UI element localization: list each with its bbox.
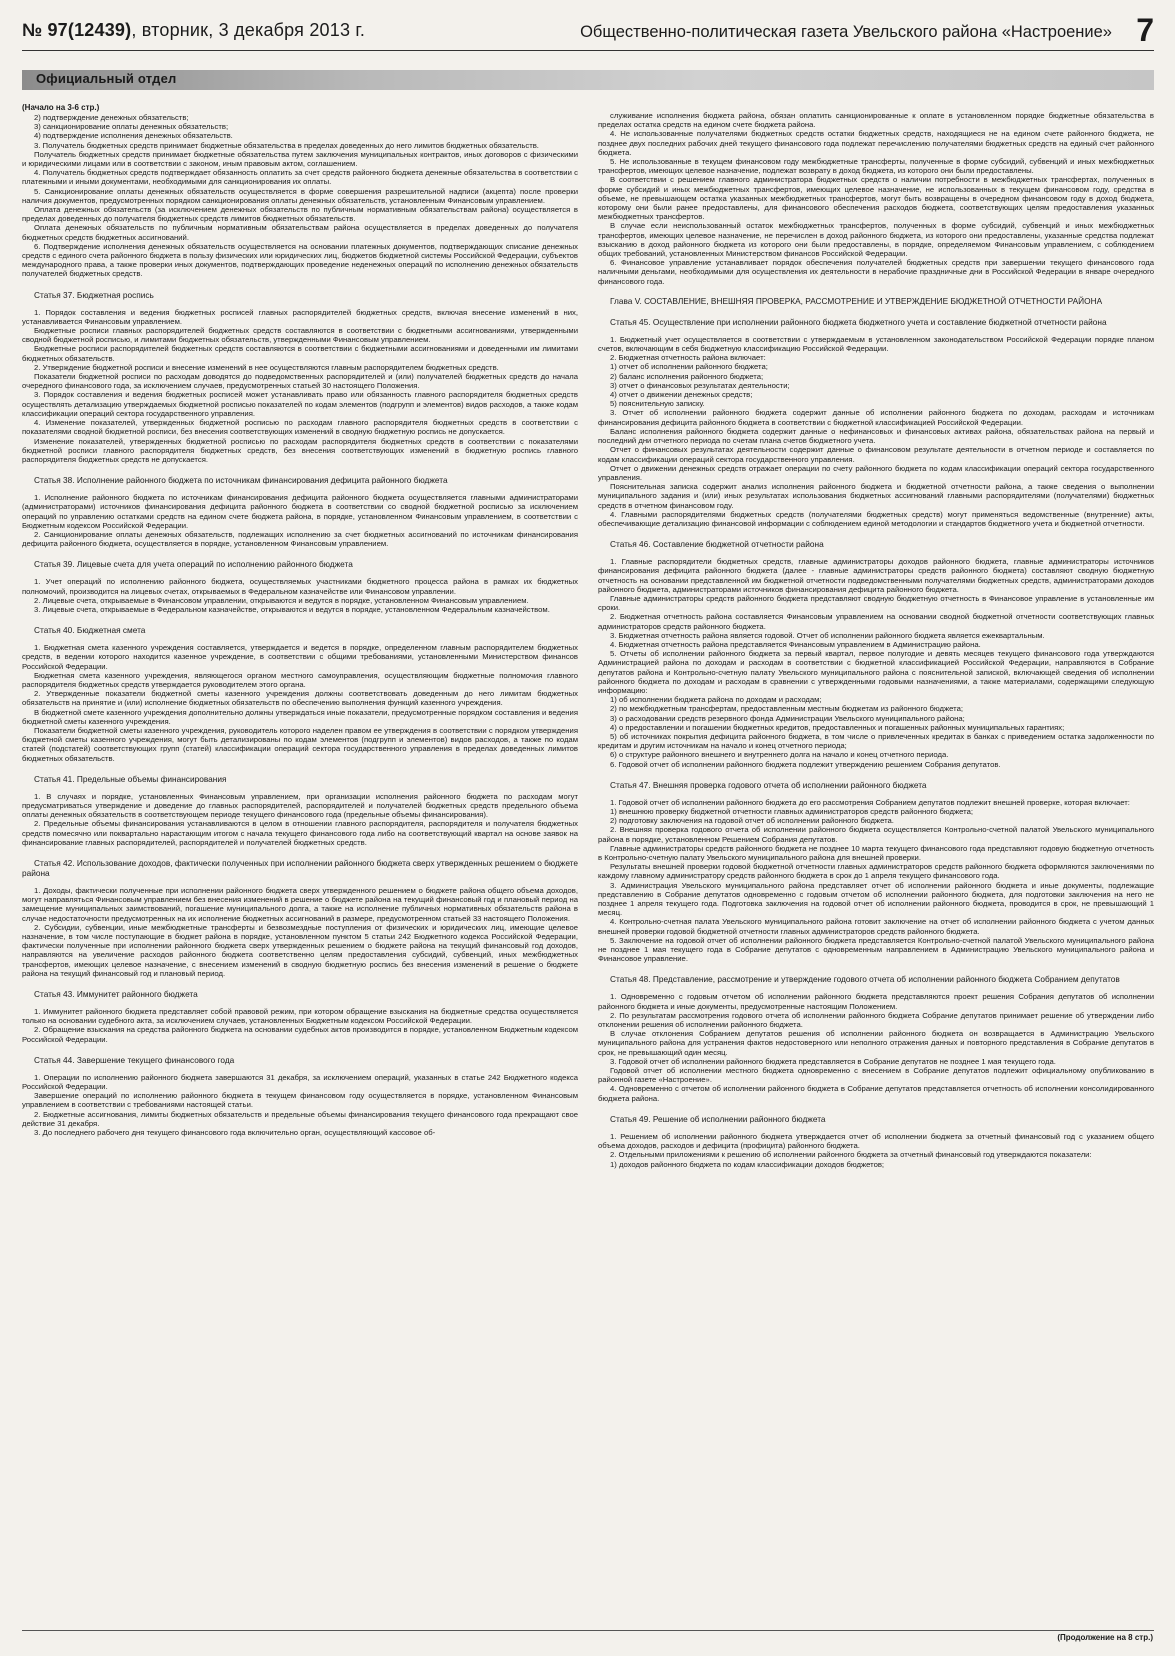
continued-to-note: (Продолжение на 8 стр.)	[1057, 1633, 1153, 1642]
paragraph: В случае отклонения Собранием депутатов решения об исполнении районного бюджета он возвращается в Администрацию Увельского муниципального района для устранения фактов недостоверного или неполного отражения данных и повторного представления в Собрание депутатов в срок, не превышающий один месяц.	[598, 1029, 1154, 1057]
article-heading: Статья 40. Бюджетная смета	[34, 625, 146, 636]
issue-info	[22, 20, 365, 41]
paragraph: 3. Порядок составления и ведения бюджетных росписей может устанавливать право или обязанность главного распорядителя бюджетных средств осуществлять детализацию утверждаемых бюджетной росписью показателей по кодам элементов (подгрупп и элементов) видов расходов, а также кодам классификации операций сектора государственного управления.	[22, 390, 578, 418]
paragraph: 2. Утвержденные показатели бюджетной сметы казенного учреждения должны соответствовать доведенным до него лимитам бюджетных обязательств на принятие и (или) исполнение бюджетных обязательств по обеспечению выполнения функций казенного учреждения.	[22, 689, 578, 708]
paragraph: 5) об источниках покрытия дефицита районного бюджета, в том числе о привлеченных кредитах в банках с приведением остатка задолженности по кредитам и другим источникам на начало и конец отчетного периода;	[598, 731, 1154, 751]
paragraph: В случае если неиспользованный остаток межбюджетных трансфертов, полученных в форме субсидий, субвенций и иных межбюджетных трансфертов, имеющих целевое назначение, не перечислен в доход районного бюджета, из которого они предоставлены, указанные средства подлежат взысканию в доход районного бюджета из которого они были предоставлены, в порядке, определяемом Финансовым управлением, с соблюдением общих требований, установленных Министерством финансов Российской Федерации.	[598, 221, 1154, 259]
paragraph: 2. Предельные объемы финансирования устанавливаются в целом в отношении главного распорядителя, распорядителя и получателя бюджетных средств помесячно или поквартально нарастающим итогом с начала текущего финансового года либо на соответствующий квартал на основе заявок на финансирование главных распорядителей, распорядителей и получателей бюджетных средств.	[22, 819, 578, 847]
article-heading: Статья 37. Бюджетная роспись	[34, 289, 154, 300]
paragraph: Изменение показателей, утвержденных бюджетной росписью по расходам распорядителя бюджетных средств в соответствии с показателями бюджетной росписи главного распорядителя бюджетных средств, без внесения соответствующих изменений в бюджетную роспись главного распорядителя бюджетных средств не допускается.	[22, 436, 578, 464]
paragraph: 2) подтверждение денежных обязательств;	[34, 113, 189, 122]
article-heading: Статья 49. Решение об исполнении районного бюджета	[610, 1113, 826, 1124]
paragraph: 3. Бюджетная отчетность района является годовой. Отчет об исполнении районного бюджета является ежеквартальным.	[610, 630, 1045, 640]
paragraph: 1. Решением об исполнении районного бюджета утверждается отчет об исполнении бюджета за отчетный финансовый год с указанием общего объема доходов, расходов и дефицита (профицита) районного бюджета.	[598, 1131, 1154, 1151]
paragraph: 1. Бюджетная смета казенного учреждения составляется, утверждается и ведется в порядке, определенном главным распорядителем бюджетных средств, в ведении которого находится казенное учреждение, в соответствии с общими требованиями, установленными Министерством финансов Российской Федерации.	[22, 643, 578, 671]
paragraph: 6. Подтверждение исполнения денежных обязательств осуществляется на основании платежных документов, подтверждающих списание денежных средств с единого счета районного бюджета в пользу физических или юридических лиц, бюджетов бюджетной системы Российской Федерации, субъектов международного права, а также проверки иных документов, подтверждающих проведение неденежных операций по исполнению денежных обязательств получателей бюджетных средств.	[22, 241, 578, 279]
page-header	[22, 14, 1154, 51]
paragraph: 1) внешнюю проверку бюджетной отчетности главных администраторов средств районного бюджета;	[610, 807, 974, 816]
paragraph: В бюджетной смете казенного учреждения дополнительно должны утверждаться иные показатели, предусмотренные порядком составления и ведения бюджетной сметы казенного учреждения.	[22, 707, 578, 726]
article-heading: Статья 42. Использование доходов, фактически полученных при исполнении районного бюджета сверх утвержденных решением о бюджете района	[22, 858, 578, 878]
paragraph: 3) санкционирование оплаты денежных обязательств;	[34, 122, 229, 132]
paragraph: 3) отчет о финансовых результатах деятельности;	[610, 380, 790, 390]
paragraph: 1. Бюджетный учет осуществляется в соответствии с утверждаемым в установленном законодательством Российской Федерации порядке планом счетов, включающим в себя бюджетную классификацию Российской Федерации.	[598, 334, 1154, 354]
paragraph: 1. Порядок составления и ведения бюджетных росписей главных распорядителей бюджетных средств, включая внесение изменений в них, устанавливается Финансовым управлением.	[22, 307, 578, 326]
paragraph: 1. Исполнение районного бюджета по источникам финансирования дефицита районного бюджета осуществляется главными администраторами (администраторами) источников финансирования дефицита районного бюджета в соответствии со сводной бюджетной росписью за исключением операций по управлению остатками средств на едином счете бюджета района, в порядке, установленном Финансовым управлением, в соответствии с Бюджетным кодексом Российской Федерации.	[22, 493, 578, 530]
article-heading: Статья 44. Завершение текущего финансового года	[34, 1054, 235, 1065]
page-number: 7	[1136, 12, 1154, 48]
paragraph: 1) об исполнении бюджета района по доходам и расходам;	[610, 695, 822, 705]
paragraph: Бюджетные росписи главных распорядителей бюджетных средств составляются в соответствии с бюджетными ассигнованиями, утвержденными сводной бюджетной росписью, и лимитами бюджетных обязательств, утвержденными Финансовым управлением.	[22, 326, 578, 345]
paragraph: 6. Финансовое управление устанавливает порядок обеспечения получателей бюджетных средств при завершении текущего финансового года наличными деньгами, необходимыми для осуществления их деятельности в нерабочие праздничные дни в Российской Федерации в январе очередного финансового года.	[598, 258, 1154, 286]
paragraph: 1. Годовой отчет об исполнении районного бюджета до его рассмотрения Собранием депутатов подлежит внешней проверке, которая включает:	[610, 797, 1130, 807]
paragraph: Бюджетные росписи распорядителей бюджетных средств составляются в соответствии с бюджетными ассигнованиями и доведенными им лимитами бюджетных обязательств.	[22, 344, 578, 363]
paragraph: 3) о расходовании средств резервного фонда Администрации Увельского муниципального района;	[610, 713, 965, 723]
section-bar	[22, 70, 1154, 90]
paragraph: 1. Доходы, фактически полученные при исполнении районного бюджета сверх утвержденного решением о бюджете района общего объема доходов, могут направляться Финансовым управлением без внесения изменений в решение о бюджете района на текущий финансовый год и плановый период на замещение муниципальных заимствований, погашение муниципального долга, а также на исполнение публичных нормативных обязательств района в случае недостаточности предусмотренных на их исполнение бюджетных ассигнований в размере, предусмотренном статьей 33 настоящего Положения.	[22, 886, 578, 923]
paragraph: 5. Не использованные в текущем финансовом году межбюджетные трансферты, полученные в форме субсидий, субвенций и иных межбюджетных трансфертов, имеющих целевое назначение, подлежат возврату в доход бюджета, из которого они были предоставлены.	[598, 157, 1154, 176]
paragraph: 1. Одновременно с годовым отчетом об исполнении районного бюджета представляются проект решения Собрания депутатов об исполнении районного бюджета и иные документы, предусмотренные настоящим Положением.	[598, 992, 1154, 1011]
paragraph: 3. Отчет об исполнении районного бюджета содержит данные об исполнении районного бюджета по доходам, расходам и источникам финансирования дефицита районного бюджета в соответствии с бюджетной классификацией Российской Федерации.	[598, 408, 1154, 427]
paragraph: 4. Не использованные получателями бюджетных средств остатки бюджетных средств, находящиеся не на едином счете районного бюджета, не позднее двух последних рабочих дней текущего финансового года подлежат перечислению получателями бюджетных средств на единый счет районного бюджета.	[598, 129, 1154, 157]
section-title: Официальный отдел	[36, 71, 177, 86]
article-heading: Статья 48. Представление, рассмотрение и утверждение годового отчета об исполнении районного бюджета Собранием депутатов	[610, 974, 1120, 985]
paragraph: 3. Администрация Увельского муниципального района представляет отчет об исполнении районного бюджета и иные документы, подлежащие представлению в Собрание депутатов одновременно с годовым отчетом об исполнении районного бюджета, для подготовки заключения на него не позднее 1 апреля текущего года. Подготовка заключения на годовой отчет об исполнении районного бюджета, проводится в срок, не превышающий 1 месяц.	[598, 880, 1154, 918]
paragraph: Завершение операций по исполнению районного бюджета в текущем финансовом году осуществляется в порядке, установленном Финансовым управлением в соответствии с требованиями настоящей статьи.	[22, 1091, 578, 1110]
paragraph: Бюджетная смета казенного учреждения, являющегося органом местного самоуправления, осуществляющим бюджетные полномочия главного распорядителя бюджетных средств утверждается руководителем этого органа.	[22, 670, 578, 689]
paragraph: 1) отчет об исполнении районного бюджета;	[610, 362, 768, 372]
paragraph: 2) подготовку заключения на годовой отчет об исполнении районного бюджета.	[610, 816, 894, 826]
paragraph: 5. Заключение на годовой отчет об исполнении районного бюджета представляется Контрольно-счетной палатой Увельского муниципального района не позднее 1 мая текущего года в Собрание депутатов с одновременным направлением в Администрацию Увельского муниципального района и Финансовое управление.	[598, 935, 1154, 964]
article-heading: Статья 39. Лицевые счета для учета операций по исполнению районного бюджета	[34, 559, 353, 570]
article-heading: Статья 43. Иммунитет районного бюджета	[34, 989, 198, 1000]
article-heading: Статья 41. Предельные объемы финансирования	[34, 773, 227, 784]
paragraph: Отчет о движении денежных средств отражает операции по счету районного бюджета по кодам классификации операций сектора государственного управления.	[598, 463, 1154, 482]
paragraph: 5. Санкционирование оплаты денежных обязательств осуществляется в форме совершения разрешительной надписи (акцепта) после проверки наличия документов, предусмотренных порядком санкционирования оплаты денежных обязательств, установленным Финансовым управлением.	[22, 186, 578, 205]
right-column	[598, 111, 1154, 1626]
paragraph: 5) пояснительную записку.	[610, 399, 705, 409]
paragraph: 4) о предоставлении и погашении бюджетных кредитов, предоставленных и погашенных районных муниципальных гарантиях;	[610, 722, 1065, 732]
paragraph: Отчет о финансовых результатах деятельности содержит данные о финансовом результате деятельности в отчетном периоде и составляется по кодам классификации операций сектора государственного управления.	[598, 445, 1154, 464]
paragraph: 2. Внешняя проверка годового отчета об исполнении районного бюджета осуществляется Контрольно-счетной палатой Увельского муниципального района в порядке, установленном Решением Собрания депутатов.	[598, 825, 1154, 844]
article-heading: Статья 38. Исполнение районного бюджета по источникам финансирования дефицита районного бюджета	[34, 475, 448, 486]
paragraph: 4. Контрольно-счетная палата Увельского муниципального района готовит заключение на отчет об исполнении районного бюджета с учетом данных внешней проверки годовой бюджетной отчетности главных администраторов средств районного бюджета.	[598, 917, 1154, 936]
left-column	[22, 113, 578, 1628]
chapter-heading: Глава V. СОСТАВЛЕНИЕ, ВНЕШНЯЯ ПРОВЕРКА, РАССМОТРЕНИЕ И УТВЕРЖДЕНИЕ БЮДЖЕТНОЙ ОТЧЕТНОСТИ РАЙОНА	[610, 295, 1103, 306]
article-heading: Статья 45. Осуществление при исполнении районного бюджета бюджетного учета и составление бюджетной отчетности района	[610, 316, 1107, 327]
paragraph: Пояснительная записка содержит анализ исполнения районного бюджета и бюджетной отчетности района, а также сведения о выполнении муниципального задания и (или) иных результатах использования бюджетных ассигнований главными распорядителями (получателями) бюджетных средств в отчетном финансовом году.	[598, 482, 1154, 510]
paragraph: 4) отчет о движении денежных средств;	[610, 390, 753, 400]
paragraph: 2. Бюджетная отчетность района составляется Финансовым управлением на основании сводной бюджетной отчетности соответствующих главных администраторов средств районного бюджета.	[598, 612, 1154, 631]
paragraph: 6. Годовой отчет об исполнении районного бюджета подлежит утверждению решением Собрания депутатов.	[610, 759, 1001, 769]
paragraph: 1) доходов районного бюджета по кодам классификации доходов бюджетов;	[610, 1159, 885, 1169]
paragraph: 3. Годовой отчет об исполнении районного бюджета представляется в Собрание депутатов не позднее 1 мая текущего года.	[610, 1056, 1056, 1066]
paragraph: 2. Бюджетная отчетность района включает:	[610, 353, 766, 363]
paragraph: Главные администраторы средств районного бюджета не позднее 10 марта текущего финансового года представляют годовую бюджетную отчетность в Контрольно-счетную палату Увельского муниципального района для внешней проверки.	[598, 843, 1154, 863]
paragraph: 1. Операции по исполнению районного бюджета завершаются 31 декабря, за исключением операций, указанных в статье 242 Бюджетного кодекса Российской Федерации.	[22, 1072, 578, 1092]
article-heading: Статья 46. Составление бюджетной отчетности района	[610, 539, 824, 550]
paragraph: 3. Лицевые счета, открываемые в Федеральном казначействе, открываются и ведутся в порядке, установленном Федеральным казначейством.	[34, 604, 550, 614]
newspaper-title: Общественно-политическая газета Увельского района «Настроение»	[580, 23, 1112, 41]
paragraph: 1. В случаях и порядке, установленных Финансовым управлением, при организации исполнения районного бюджета по расходам могут предусматриваться утверждение и доведение до главных распорядителей, распорядителей и получателей бюджетных средств предельного объема оплаты денежных обязательств в соответствующем периоде текущего финансового года (предельные объемы финансирования).	[22, 791, 578, 820]
paragraph: Результаты внешней проверки годовой бюджетной отчетности главных администраторов средств районного бюджета оформляются заключениями по каждому главному администратору средств районного бюджета в срок до 1 апреля текущего финансового года.	[598, 862, 1154, 881]
continued-from-note: (Начало на 3-6 стр.)	[22, 103, 100, 112]
paragraph: 1. Иммунитет районного бюджета представляет собой правовой режим, при котором обращение взыскания на бюджетные средства осуществляется только на основании судебного акта, за исключением случаев, установленных Бюджетным кодексом Российской Федерации.	[22, 1007, 578, 1026]
paragraph: Главные администраторы средств районного бюджета представляют сводную бюджетную отчетность в Финансовое управление в установленные им сроки.	[598, 593, 1154, 613]
paragraph: 2. Утверждение бюджетной росписи и внесение изменений в нее осуществляются главным распорядителем бюджетных средств.	[34, 362, 499, 372]
paragraph: 2. Субсидии, субвенции, иные межбюджетные трансферты и безвозмездные поступления от физических и юридических лиц, имеющие целевое назначение, в том числе поступающие в бюджет района в порядке, установленном пунктом 5 статьи 242 Бюджетного кодекса Российской Федерации, фактически полученные при исполнении районного бюджета сверх утвержденных решением о бюджете района на текущий финансовый год доходов, направляются на увеличение расходов районного бюджета соответственно целям предоставления субсидий, субвенций, иных межбюджетных трансфертов, имеющих целевое назначение, с внесением изменений в сводную бюджетную роспись без внесения изменений в решение о бюджете района на текущий финансовый год и плановый период.	[22, 922, 578, 978]
paragraph: Показатели бюджетной сметы казенного учреждения, руководитель которого наделен правом ее утверждения в соответствии с порядком утверждения бюджетной сметы казенного учреждения, могут быть детализированы по кодам элементов (подгрупп и элементов) видов расходов, а также по кодам статей (подстатей) соответствующих групп (статей) классификации операций сектора государственного управления в пределах доведенных лимитов бюджетных обязательств.	[22, 725, 578, 763]
paragraph: 1. Учет операций по исполнению районного бюджета, осуществляемых участниками бюджетного процесса района в рамках их бюджетных полномочий, производится на лицевых счетах, открываемых в Федеральном казначействе или Финансовом управлении.	[22, 577, 578, 596]
paragraph: 2) баланс исполнения районного бюджета;	[610, 371, 764, 381]
paragraph: 5. Отчеты об исполнении районного бюджета за первый квартал, первое полугодие и девять месяцев текущего финансового года утверждаются Администрацией района по доходам и расходам в соответствии с бюджетной классификацией Российской Федерации, направляются в Собрание депутатов района и Контрольно-счетную палату Увельского муниципального района с пояснительной запиской, включающей сведения об исполнении районного бюджета по доходам и расходам в сравнении с утвержденными годовыми назначениями, а также материалами, содержащими следующую информацию:	[598, 649, 1154, 695]
paragraph: 2. По результатам рассмотрения годового отчета об исполнении районного бюджета Собрание депутатов принимает решение об утверждении либо отклонении решения об исполнении районного бюджета.	[598, 1010, 1154, 1030]
paragraph: 2. Отдельными приложениями к решению об исполнении районного бюджета за отчетный финансовый год утверждаются показатели:	[610, 1150, 1092, 1160]
paragraph: 6) о структуре районного внешнего и внутреннего долга на начало и конец отчетного периода.	[610, 750, 949, 760]
paragraph: 4. Изменение показателей, утвержденных бюджетной росписью по расходам главного распорядителя бюджетных средств в соответствии с показателями сводной бюджетной росписи, без внесения соответствующих изменений в сводную бюджетную роспись не допускается.	[22, 418, 578, 437]
paragraph: Получатель бюджетных средств принимает бюджетные обязательства путем заключения муниципальных контрактов, иных договоров с физическими и юридическими лицами или в соответствии с законом, иным правовым актом, соглашением.	[22, 149, 578, 169]
article-heading: Статья 47. Внешняя проверка годового отчета об исполнении районного бюджета	[610, 779, 927, 790]
paragraph: 4. Бюджетная отчетность района представляется Финансовым управлением в Администрацию района.	[610, 639, 981, 649]
paragraph: 2) по межбюджетным трансфертам, предоставленным местным бюджетам из районного бюджета;	[610, 704, 963, 714]
paragraph: Показатели бюджетной росписи по расходам доводятся до подведомственных распорядителей и (или) получателей бюджетных средств до начала очередного финансового года, за исключением случаев, предусмотренных статьей 30 настоящего Положения.	[22, 372, 578, 391]
footer-divider	[22, 1630, 1154, 1631]
paragraph: Оплата денежных обязательств (за исключением денежных обязательств по публичным нормативным обязательствам района) осуществляется в пределах доведенных до получателя бюджетных средств лимитов бюджетных обязательств.	[22, 205, 578, 224]
paragraph: 4. Получатель бюджетных средств подтверждает обязанность оплатить за счет средств районного бюджета денежные обязательства в соответствии с платежными и иными документами, необходимыми для санкционирования их оплаты.	[22, 168, 578, 187]
paragraph: 2. Бюджетные ассигнования, лимиты бюджетных обязательств и предельные объемы финансирования текущего финансового года прекращают свое действие 31 декабря.	[22, 1109, 578, 1128]
paragraph: 2. Обращение взыскания на средства районного бюджета на основании судебных актов производится в порядке, установленном Бюджетным кодексом Российской Федерации.	[22, 1025, 578, 1044]
paragraph: 3. До последнего рабочего дня текущего финансового года включительно орган, осуществляющий кассовое об-	[34, 1128, 436, 1138]
issue-number: № 97(12439)	[22, 20, 132, 40]
paragraph: 1. Главные распорядители бюджетных средств, главные администраторы доходов районного бюджета, главные администраторы источников финансирования дефицита районного бюджета (далее - главные администраторы средств районного бюджета) составляют сводную бюджетную отчетность на основании представленной им бюджетной отчетности подведомственными получателями бюджетных средств, администраторами доходов районного бюджета, администраторами источников финансирования дефицита районного бюджета.	[598, 557, 1154, 594]
issue-date: , вторник, 3 декабря 2013 г.	[131, 20, 366, 40]
paragraph: 4. Главными распорядителями бюджетных средств (получателями бюджетных средств) могут применяться ведомственные (внутренние) акты, обеспечивающие детализацию финансовой информации с соблюдением единой методологии и стандартов бюджетного учета и бюджетной отчетности.	[598, 509, 1154, 528]
paragraph: 3. Получатель бюджетных средств принимает бюджетные обязательства в пределах доведенных до него лимитов бюджетных обязательств.	[34, 140, 539, 150]
paragraph: Годовой отчет об исполнении местного бюджета одновременно с внесением в Собрание депутатов подлежит официальному опубликованию в районной газете «Настроение».	[598, 1066, 1154, 1085]
paragraph: 2. Санкционирование оплаты денежных обязательств, подлежащих исполнению за счет бюджетных ассигнований по источникам финансирования дефицита районного бюджета, осуществляется в порядке, установленном Финансовым управлением.	[22, 529, 578, 549]
paragraph: служивание исполнения бюджета района, обязан оплатить санкционированные к оплате в установленном порядке бюджетные обязательства в пределах остатка средств на едином счете бюджета района.	[598, 111, 1154, 130]
paragraph: 4) подтверждение исполнения денежных обязательств.	[34, 131, 233, 141]
paragraph: В соответствии с решением главного администратора бюджетных средств о наличии потребности в межбюджетных трансфертах, полученных в форме субсидий и иных межбюджетных трансфертов, имеющих целевое назначение, не использованных в текущем финансовом году, средства в объеме, не превышающем остатка указанных межбюджетных трансфертов, могут быть возвращены в очередном финансовом году в доход бюджета, которому они были ранее предоставлены, для финансового обеспечения расходов бюджета, соответствующих целям предоставления указанных межбюджетных трансфертов.	[598, 175, 1154, 222]
paragraph: 2. Лицевые счета, открываемые в Финансовом управлении, открываются и ведутся в порядке, установленном Финансовым управлением.	[34, 595, 529, 605]
paragraph: 4. Одновременно с отчетом об исполнении районного бюджета в Собрание депутатов представляется отчетность об исполнении консолидированного бюджета района.	[598, 1084, 1154, 1103]
paragraph: Оплата денежных обязательств по публичным нормативным обязательствам района осуществляется в пределах доведенных до получателя бюджетных средств бюджетных ассигнований.	[22, 223, 578, 242]
paragraph: Баланс исполнения районного бюджета содержит данные о нефинансовых и финансовых активах района, обязательствах района на первый и последний дни отчетного периода по счетам плана счетов бюджетного учета.	[598, 426, 1154, 446]
